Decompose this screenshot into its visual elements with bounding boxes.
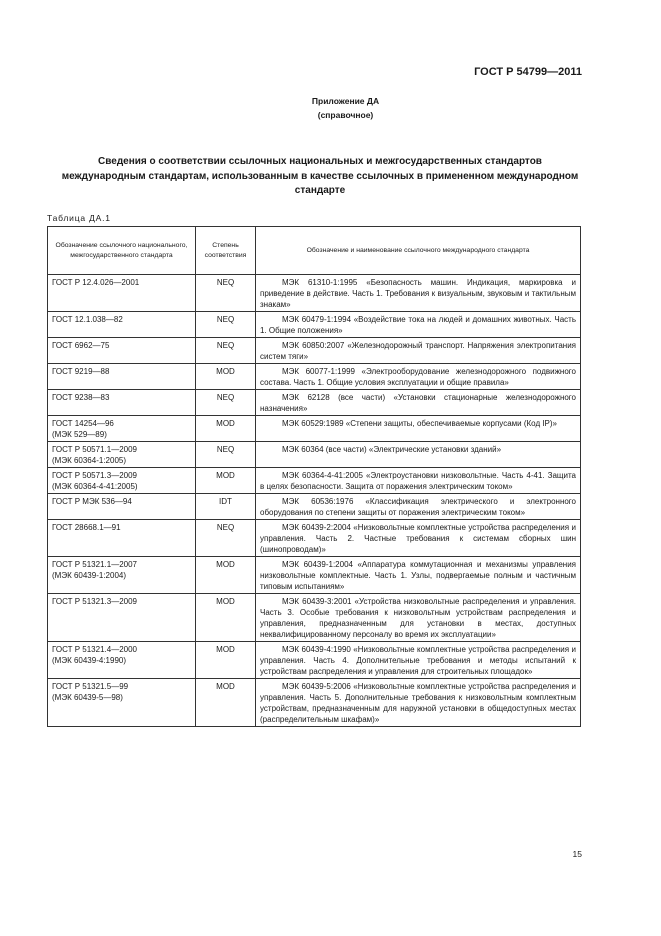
degree-cell: MOD [196,594,256,642]
degree-cell: NEQ [196,312,256,338]
correspondence-table [47,226,581,727]
national-standard-cell: ГОСТ Р 51321.4—2000 (МЭК 60439-4:1990) [48,642,196,679]
international-standard-cell [256,442,581,468]
international-standard-cell [256,275,581,312]
national-standard-cell: ГОСТ Р МЭК 536—94 [48,494,196,520]
national-standard-cell: ГОСТ 14254—96 (МЭК 529—89) [48,416,196,442]
column-header-national-standard: Обозначение ссылочного национального, межгосударственного стандарта [48,227,196,275]
international-standard-cell [256,338,581,364]
national-standard-cell: ГОСТ 9238—83 [48,390,196,416]
international-standard-cell [256,364,581,390]
international-standard-cell [256,494,581,520]
table-caption: Таблица ДА.1 [47,213,111,223]
table-row [48,338,581,364]
international-standard-cell [256,642,581,679]
degree-cell: MOD [196,642,256,679]
section-title: Сведения о соответствии ссылочных национальных и межгосударственных стандартов международным стандартам, использованным в качестве ссылочных в примененном международном стандарте [61,156,579,196]
national-standard-cell: ГОСТ Р 51321.1—2007 (МЭК 60439-1:2004) [48,557,196,594]
table-row [48,442,581,468]
national-standard-cell: ГОСТ Р 51321.3—2009 [48,594,196,642]
degree-cell: MOD [196,416,256,442]
degree-cell: NEQ [196,390,256,416]
international-standard-text: МЭК 60439-2:2004 «Низковольтные комплектные устройства распределения и управления. Часть 2. Частные требования к системам сборных шин (шинопроводам)» [260,523,576,554]
international-standard-text: МЭК 60850:2007 «Железнодорожный транспорт. Напряжения электропитания систем тяги» [260,341,576,361]
national-standard-cell: ГОСТ 6962—75 [48,338,196,364]
document-code: ГОСТ Р 54799—2011 [474,66,582,78]
international-standard-cell [256,312,581,338]
national-standard-cell: ГОСТ Р 12.4.026—2001 [48,275,196,312]
international-standard-cell [256,679,581,727]
national-standard-cell: ГОСТ Р 51321.5—99 (МЭК 60439-5—98) [48,679,196,727]
table-row [48,364,581,390]
international-standard-text: МЭК 60364 (все части) «Электрические установки зданий» [282,445,502,454]
international-standard-text: МЭК 60364-4-41:2005 «Электроустановки низковольтные. Часть 4-41. Защита в целях безопасности. Защита от поражения электрическим током» [260,471,576,491]
international-standard-cell [256,594,581,642]
degree-cell: NEQ [196,275,256,312]
degree-cell: MOD [196,468,256,494]
table-header-row [48,227,581,275]
degree-cell: MOD [196,557,256,594]
table-row [48,557,581,594]
table-row [48,494,581,520]
international-standard-text: МЭК 60077-1:1999 «Электрооборудование железнодорожного подвижного состава. Часть 1. Общие условия эксплуатации и общие правила» [260,367,576,387]
international-standard-text: МЭК 60529:1989 «Степени защиты, обеспечиваемые корпусами (Код IP)» [282,419,558,428]
international-standard-cell [256,390,581,416]
table-row [48,416,581,442]
table-row [48,468,581,494]
table-row [48,520,581,557]
degree-cell: MOD [196,679,256,727]
national-standard-cell: ГОСТ 28668.1—91 [48,520,196,557]
table-row [48,312,581,338]
table-row [48,679,581,727]
international-standard-text: МЭК 62128 (все части) «Установки стационарные железнодорожного назначения» [260,393,576,413]
national-standard-cell: ГОСТ 12.1.038—82 [48,312,196,338]
table-row [48,390,581,416]
column-header-degree: Степень соответствия [196,227,256,275]
national-standard-cell: ГОСТ Р 50571.3—2009 (МЭК 60364-4-41:2005) [48,468,196,494]
degree-cell: NEQ [196,442,256,468]
international-standard-cell [256,520,581,557]
international-standard-cell [256,557,581,594]
column-header-international-standard: Обозначение и наименование ссылочного международного стандарта [256,227,581,275]
degree-cell: NEQ [196,520,256,557]
degree-cell: IDT [196,494,256,520]
international-standard-cell [256,468,581,494]
national-standard-cell: ГОСТ 9219—88 [48,364,196,390]
international-standard-text: МЭК 60439-1:2004 «Аппаратура коммутационная и механизмы управления низковольтные комплектные. Часть 1. Узлы, подвергаемые полным и частичным типовым испытаниям» [260,560,576,591]
international-standard-text: МЭК 60439-5:2006 «Низковольтные комплектные устройства распределения и управления. Часть 5. Дополнительные требования к низковольтным комплектным устройствам, предназначенным для наружной установки в общедоступных местах (распределительным шкафам)» [260,682,576,724]
international-standard-text: МЭК 61310-1:1995 «Безопасность машин. Индикация, маркировка и приведение в действие. Часть 1. Требования к визуальным, звуковым и тактильным знакам» [260,278,576,309]
appendix-heading [0,94,661,122]
table-row [48,275,581,312]
international-standard-text: МЭК 60479-1:1994 «Воздействие тока на людей и домашних животных. Часть 1. Общие положения» [260,315,576,335]
appendix-subtitle: (справочное) [317,110,374,120]
table-row [48,594,581,642]
appendix-title: Приложение ДА [311,96,380,106]
table-body [48,275,581,727]
degree-cell: MOD [196,364,256,390]
international-standard-text: МЭК 60439-3:2001 «Устройства низковольтные распределения и управления. Часть 3. Особые требования к низковольтным устройствам распределения и управления, предназначенным для установки в местах, доступных неквалифицированному персоналу во время их эксплуатации» [260,597,576,639]
degree-cell: NEQ [196,338,256,364]
international-standard-text: МЭК 60536:1976 «Классификация электрического и электронного оборудования по степени защиты от поражения электрическим током» [260,497,576,517]
table-row [48,642,581,679]
national-standard-cell: ГОСТ Р 50571.1—2009 (МЭК 60364-1:2005) [48,442,196,468]
international-standard-cell [256,416,581,442]
page-number: 15 [572,849,582,859]
international-standard-text: МЭК 60439-4:1990 «Низковольтные комплектные устройства распределения и управления. Часть 4. Дополнительные требования и методы испытаний к устройствам распределения и управления для строительных площадок» [260,645,576,676]
